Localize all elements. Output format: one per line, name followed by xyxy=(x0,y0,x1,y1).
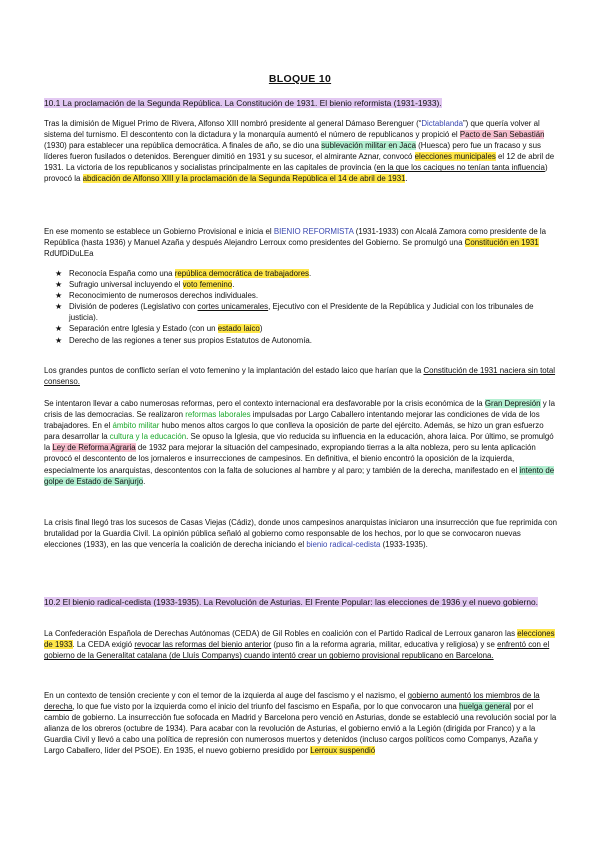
text-emphasis: ámbito militar xyxy=(112,421,160,431)
text-emphasis: Constitución en 1931 xyxy=(464,238,539,248)
text-emphasis: intento de golpe de Estado de Sanjurjo xyxy=(44,465,555,486)
text-run: , Ejecutivo con el Presidente de la República y Judicial con los tribunales de justicia). xyxy=(69,302,534,323)
text-run: . xyxy=(143,476,146,486)
text-run: . La CEDA exigió xyxy=(72,640,135,650)
text-emphasis: elecciones de 1933 xyxy=(44,629,555,650)
list-item xyxy=(44,335,560,346)
text-run: y la crisis de las democracias. Se realizaron xyxy=(44,399,555,420)
list-item-text xyxy=(69,291,258,300)
text-emphasis: Constitución de 1931 naciera sin total consenso. xyxy=(44,366,556,387)
list-item xyxy=(44,279,560,290)
text-emphasis: Lerroux suspendió xyxy=(310,746,376,756)
text-run: Derecho de las regiones a tener sus propios Estatutos de Autonomía. xyxy=(69,335,313,345)
text-emphasis: cortes unicamerales xyxy=(197,302,269,312)
text-run: Tras la dimisión de Miguel Primo de Rivera, Alfonso XIII nombró presidente al general Dámaso Berenguer (“ xyxy=(44,119,422,128)
bullet-list xyxy=(44,268,560,346)
text-run: La Confederación Española de Derechas Autónomas (CEDA) de Gil Robles en coalición con el Partido Radical de Lerroux ganaron las xyxy=(44,629,518,638)
text-emphasis: Pacto de San Sebastián xyxy=(459,130,545,140)
text-run: impulsadas por Largo Caballero intentando mejorar las condiciones de vida de los trabajadores. En el xyxy=(44,410,540,431)
text-emphasis: Gran Depresión xyxy=(484,399,541,408)
star-bullet-icon: ★ xyxy=(55,291,63,301)
text-emphasis: huelga general xyxy=(458,702,512,712)
text-run: ) xyxy=(259,324,263,334)
star-bullet-icon: ★ xyxy=(55,280,63,290)
text-emphasis: sublevación militar en Jaca xyxy=(321,141,416,151)
text-emphasis: en la que los caciques no tenían tanta influencia xyxy=(376,163,545,173)
star-bullet-icon: ★ xyxy=(55,335,63,345)
list-item xyxy=(44,268,560,279)
section1-paragraph-1 xyxy=(44,118,560,185)
text-run: Los grandes puntos de conflicto serían el voto femenino y la implantación del estado laico que harían que la xyxy=(44,366,424,375)
text-run: el 12 de abril de 1931. La victoria de los republicanos y socialistas principalmente en las capitales de provincia ( xyxy=(44,152,555,173)
text-emphasis: Dictablanda xyxy=(421,119,464,128)
section1-paragraph-3 xyxy=(44,365,560,387)
section1-heading-text: 10.1 La proclamación de la Segunda República. La Constitución de 1931. El bienio reformista (1931-1933). xyxy=(44,98,442,108)
text-run: Reconocimiento de numerosos derechos individuales. xyxy=(69,291,259,301)
text-emphasis: bienio radical-cedista xyxy=(306,540,381,550)
list-item-text xyxy=(69,280,234,289)
text-emphasis: revocar las reformas del bienio anterior xyxy=(134,640,272,650)
text-run: RdUfDiDuLEa xyxy=(44,249,94,259)
section1-paragraph-5 xyxy=(44,517,560,550)
text-run: por el cambio de gobierno. La insurrección fue sofocada en Madrid y Barcelona pero venció en Asturias, donde se estableció una revolución social por la alianza de los obreros (octubre de 1934). Para acabar con la revolución de Asturias, el gobierno envió a la Legión (dirigida por Franco) y a la Guardia Civil y llevó a cabo una política de represión con numerosos muertos y detenidos (incluso cargos políticos como Companys, Azaña y Largo Caballero, líder del PSOE). En 1935, el nuevo gobierno presidido por xyxy=(44,702,557,756)
text-run: La crisis final llegó tras los sucesos de Casas Viejas (Cádiz), donde unos campesinos anarquistas iniciaron una insurrección que fue reprimida con brutalidad por la Guardia Civil. La opinión pública señaló al gobierno como responsable de los hechos, por lo que se convocaron nuevas elecciones (1933), en las que vencería la coalición de derecha iniciando el xyxy=(44,518,558,550)
text-run: , lo que fue visto por la izquierda como el inicio del triunfo del fascismo en España, por lo que convocaron una xyxy=(72,702,459,712)
text-run: (1930) para establecer una república democrática. A finales de año, se dio una xyxy=(44,141,322,151)
text-emphasis: elecciones municipales xyxy=(414,152,496,162)
section1-heading xyxy=(44,98,560,109)
list-item-text xyxy=(69,302,534,322)
section2-paragraph-2 xyxy=(44,690,560,757)
section2-paragraph-1 xyxy=(44,628,560,661)
text-run: (1931-1933) con Alcalá Zamora como presidente de la República (hasta 1936) y Manuel Azaña y después Alejandro Lerroux como presidentes del Gobierno. Se promulgó una xyxy=(44,227,547,248)
text-run: (Huesca) pero fue un fracaso y sus líderes fueron fusilados o detenidos. Berenguer dimitió en 1931 y su sucesor, el almirante Aznar, convocó xyxy=(44,141,541,162)
text-run: hubo menos altos cargos lo que conlleva la oposición de parte del ejército. Además, se hizo un gran esfuerzo para desarrollar la xyxy=(44,421,544,442)
list-item-text xyxy=(69,336,312,345)
list-item xyxy=(44,301,560,323)
text-run: En ese momento se establece un Gobierno Provisional e inicia el xyxy=(44,227,274,236)
list-item xyxy=(44,323,560,334)
star-bullet-icon: ★ xyxy=(55,269,63,278)
star-bullet-icon: ★ xyxy=(55,302,63,312)
text-emphasis: república democrática de trabajadores xyxy=(174,269,309,278)
text-run: Sufragio universal incluyendo el xyxy=(69,280,183,290)
text-run: División de poderes (Legislativo con xyxy=(69,302,198,312)
text-emphasis: gobierno aumentó los miembros de la derecha xyxy=(44,691,540,712)
text-run: (puso fin a la reforma agraria, militar, educativa y religiosa) y se xyxy=(271,640,498,650)
text-emphasis: abdicación de Alfonso XIII y la proclamación de la Segunda República el 14 de abril de 1931 xyxy=(82,174,406,184)
list-item-text xyxy=(69,269,311,278)
document-title: BLOQUE 10 xyxy=(268,73,332,85)
section1-paragraph-4 xyxy=(44,398,560,487)
text-run: de 1932 para mejorar la situación del campesinado, expropiando tierras a la alta nobleza, pero su lenta aplicación provocó el descontento de los jornaleros e insurrecciones de campesinos. En definitiva, el bienio encontró la oposición de la izquierda, especialmente los anarquistas, descontentos con la falta de soluciones al hambre y al paro; y también de la derecha, manifestado en el xyxy=(44,443,536,475)
text-run: Reconocía España como una xyxy=(69,269,175,278)
text-emphasis: BIENIO REFORMISTA xyxy=(273,227,354,236)
text-run: En un contexto de tensión creciente y con el temor de la izquierda al auge del fascismo y el nazismo, el xyxy=(44,691,408,700)
text-emphasis: Ley de Reforma Agraria xyxy=(52,443,136,453)
list-item-text xyxy=(69,324,262,333)
text-run: . Se opuso la Iglesia, que vio reducida su influencia en la educación, ahora laica. Por último, se promulgó la xyxy=(44,432,554,453)
section2-heading-text: 10.2 El bienio radical-cedista (1933-1935). La Revolución de Asturias. El Frente Popular: las elecciones de 1936 y el nuevo gobierno. xyxy=(44,597,538,607)
text-emphasis: estado laico xyxy=(217,324,260,334)
text-run: ) provocó la xyxy=(44,163,548,184)
text-run: . xyxy=(232,280,235,290)
text-run: . xyxy=(308,269,312,278)
text-run: Se intentaron llevar a cabo numerosas reformas, pero el contexto internacional era desfavorable por la crisis económica de la xyxy=(44,399,485,408)
text-emphasis: enfrentó con el gobierno de la Generalitat catalana (de Lluís Companys) cuando intentó crear un gobierno provisional republicano en Barcelona. xyxy=(44,640,550,661)
list-item xyxy=(44,290,560,301)
text-run: (1933-1935). xyxy=(380,540,428,550)
text-emphasis: voto femenino xyxy=(182,280,233,290)
section1-paragraph-2 xyxy=(44,226,560,259)
section2-heading xyxy=(44,597,560,608)
text-emphasis: cultura y la educación xyxy=(109,432,187,442)
text-run: . xyxy=(405,174,408,184)
text-run: Separación entre Iglesia y Estado (con un xyxy=(69,324,218,334)
text-run: ”) que quería volver al sistema del turnismo. El descontento con la dictadura y la monarquía aumentó el número de republicanos y propició el xyxy=(44,119,540,140)
text-emphasis: reformas laborales xyxy=(185,410,251,420)
constitution-features-list xyxy=(44,268,560,346)
star-bullet-icon: ★ xyxy=(55,324,63,334)
